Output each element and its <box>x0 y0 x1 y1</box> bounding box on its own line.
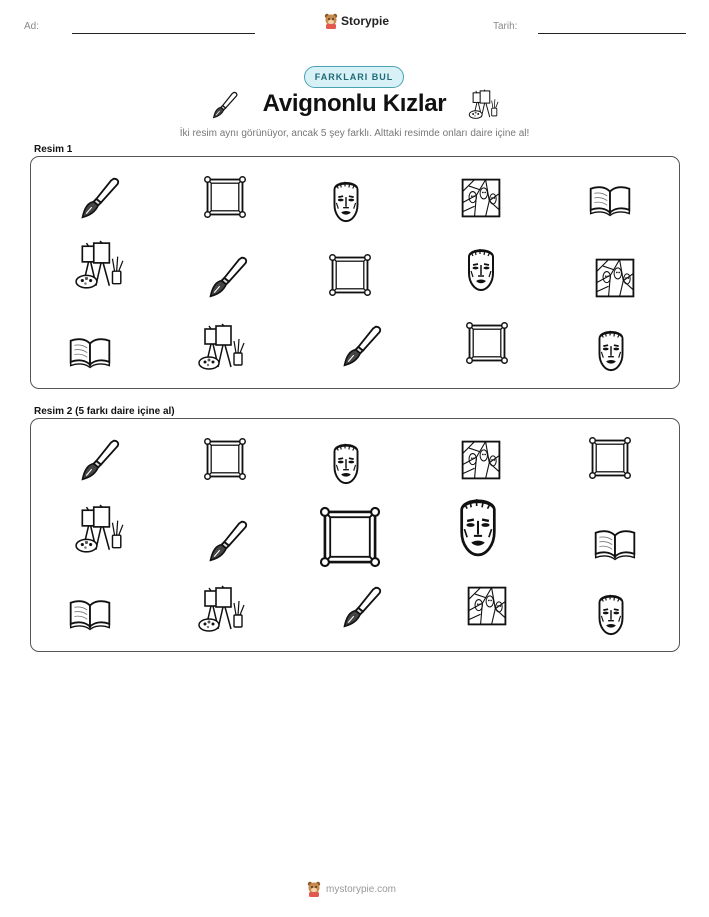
cubist-painting-icon[interactable] <box>464 583 510 629</box>
mask-icon <box>322 176 370 224</box>
book-icon <box>587 174 633 220</box>
book-icon[interactable] <box>67 588 113 634</box>
easel-icon <box>468 89 500 121</box>
easel-icon[interactable] <box>197 585 247 635</box>
easel-icon <box>74 240 126 292</box>
easel-icon <box>197 323 247 373</box>
storypie-bear-icon <box>307 881 321 897</box>
brush-icon[interactable] <box>205 518 251 564</box>
date-label: Tarih: <box>493 21 518 32</box>
cubist-painting-icon <box>592 255 638 301</box>
frame-icon <box>464 320 510 366</box>
instructions: İki resim aynı görünüyor, ancak 5 şey farklı. Alttaki resimde onları daire içine al! <box>179 128 530 139</box>
mask-icon <box>587 325 635 373</box>
brand-logo <box>324 13 389 29</box>
frame-icon[interactable] <box>587 435 633 481</box>
brand-name: Storypie <box>341 14 390 28</box>
activity-badge: FARKLARI BUL <box>304 66 404 88</box>
book-icon <box>67 326 113 372</box>
name-label: Ad: <box>24 21 40 32</box>
mask-icon[interactable] <box>444 491 512 559</box>
brush-icon[interactable] <box>77 437 123 483</box>
frame-icon[interactable] <box>317 504 383 570</box>
footer-url: mystorypie.com <box>326 883 397 895</box>
page-title: Avignonlu Kızlar <box>262 90 447 117</box>
brush-icon[interactable] <box>339 584 385 630</box>
frame-icon <box>202 174 248 220</box>
cubist-painting-icon <box>458 175 504 221</box>
date-field[interactable] <box>538 33 686 34</box>
picture-2-label: Resim 2 (5 farkı daire içine al) <box>34 406 175 417</box>
footer <box>307 881 396 897</box>
brush-icon <box>77 175 123 221</box>
brush-icon <box>205 254 251 300</box>
mask-icon <box>456 243 506 293</box>
mask-icon[interactable] <box>322 438 370 486</box>
frame-icon <box>327 252 373 298</box>
name-field[interactable] <box>72 33 255 34</box>
brush-icon <box>339 323 385 369</box>
easel-icon[interactable] <box>74 504 126 556</box>
mask-icon[interactable] <box>587 589 635 637</box>
picture-1-label: Resim 1 <box>34 144 73 155</box>
storypie-bear-icon <box>324 13 338 29</box>
cubist-painting-icon[interactable] <box>458 437 504 483</box>
frame-icon[interactable] <box>202 436 248 482</box>
book-icon[interactable] <box>592 518 638 564</box>
